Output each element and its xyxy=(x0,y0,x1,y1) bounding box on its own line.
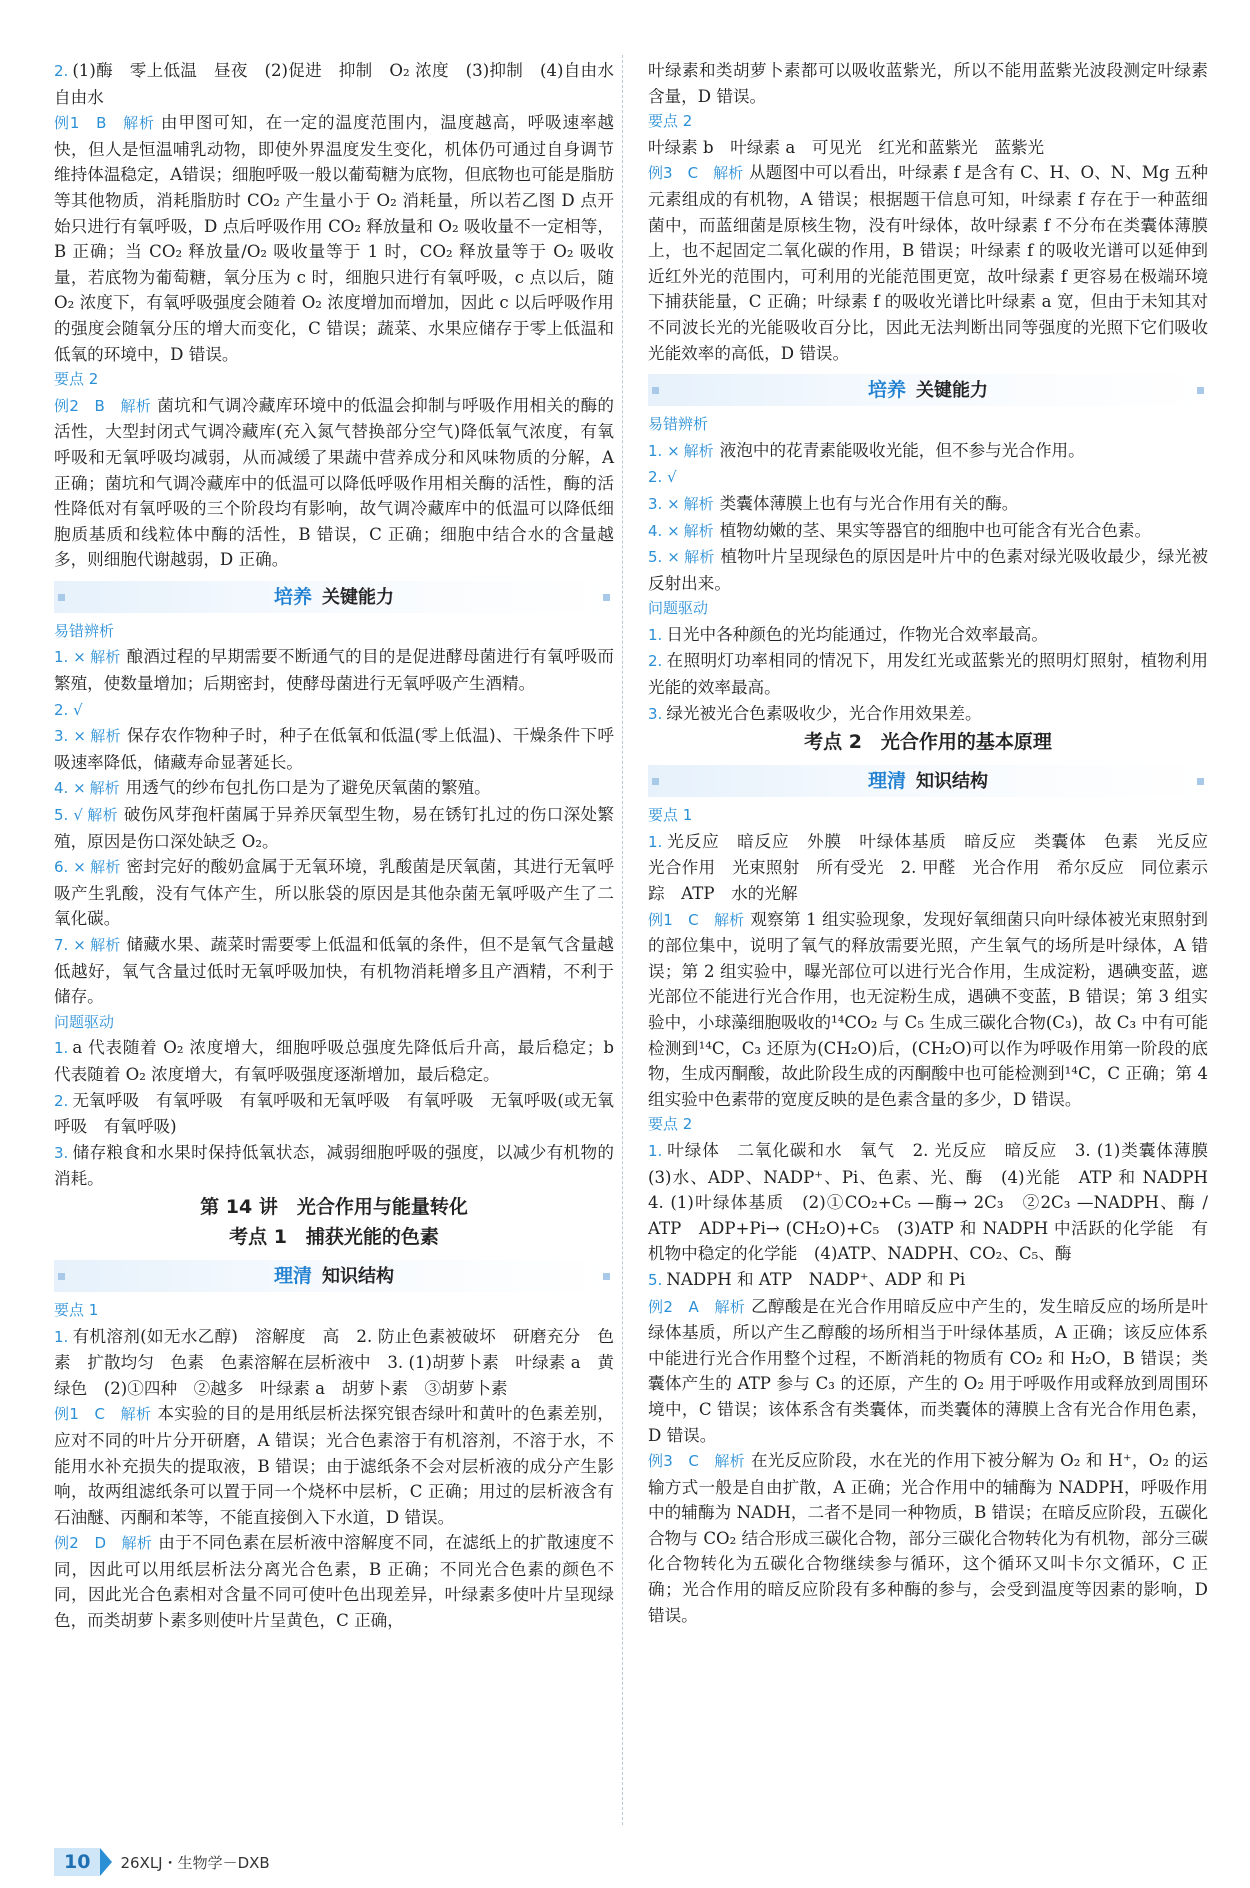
section-title: 考点 2 光合作用的基本原理 xyxy=(804,731,1052,754)
answer-item xyxy=(54,1401,614,1530)
item-text: 由于不同色素在层析液中溶解度不同，在滤纸上的扩散速度不同，因此可以用纸层析法分离光合色素，B 正确；不同光合色素的颜色不同，因此光合色素相对含量不同可使叶色出现差异，叶绿素多使叶片呈现绿色，而类胡萝卜素多则使叶片呈黄色，C 正确， xyxy=(54,1533,614,1631)
item-tag: 解析 xyxy=(683,548,715,567)
item-text: 储藏水果、蔬菜时需要零上低温和低氧的条件，但不是氧气含量越低越好，氧气含量过低时无氧呼吸加快，有机物消耗增多且产酒精，不利于储存。 xyxy=(54,935,614,1007)
answer-item xyxy=(648,829,1225,907)
item-number: 1. × xyxy=(648,441,680,460)
answer-item xyxy=(648,907,1208,1113)
arrow-right-icon xyxy=(100,1848,112,1876)
item-text: 叶绿体 二氧化碳和水 氧气 2. 光反应 暗反应 3. (1)类囊体薄膜 (3)水、ADP、NADP⁺、Pi、色素、光、酶 (4)光能 ATP 和 NADPH 4. (1)叶绿体基质 (2)①CO₂+C₅ —酶→ 2C₃ ②2C₃ —NADPH、酶 / ATP ADP+Pi→ (CH₂O)+C₅ (3)ATP 和 NADPH 中活跃的化学能 有机物中稳定的化学能 (4)ATP、NADPH、CO₂、C₅、酶 xyxy=(648,1140,1225,1264)
item-text: 菌坑和气调冷藏库环境中的低温会抑制与呼吸作用相关的酶的活性，大型封闭式气调冷藏库(充入氮气替换部分空气)降低氧气浓度，有氧呼吸和无氧呼吸均减弱，从而减缓了果蔬中营养成分和风味物质的分解，A 正确；菌坑和气调冷藏库中的低温可以降低呼吸作用相关酶的活性，酶的活性降低对有氧呼吸的三个阶段均有影响，故气调冷藏库中的低温可以降低细胞质基质和线粒体中酶的活性，B 错误，C 正确；细胞中结合水的含量越多，则细胞代谢越弱，D 正确。 xyxy=(54,395,614,570)
item-tag: 例3 C 解析 xyxy=(648,164,744,183)
answer-item xyxy=(648,491,1208,518)
item-number: 2. xyxy=(648,652,663,671)
answer-item xyxy=(648,58,1208,109)
item-number: 5. √ xyxy=(54,806,83,825)
column-divider xyxy=(622,55,623,1825)
item-number: 1. × xyxy=(54,648,86,667)
item-text: 储存粮食和水果时保持低氧状态，减弱细胞呼吸的强度，以减少有机物的消耗。 xyxy=(54,1142,614,1189)
item-number: 2. √ xyxy=(648,468,677,487)
item-text: 乙醇酸是在光合作用暗反应中产生的，发生暗反应的场所是叶绿体基质，所以产生乙醇酸的场所相当于叶绿体基质，A 正确；该反应体系中能进行光合作用整个过程，不断消耗的物质有 CO₂ 和 H₂O，B 错误；类囊体产生的 ATP 参与 C₃ 的还原，产生的 O₂ 用于呼吸作用或释放到周围环境中，C 错误；该体系含有类囊体，而类囊体的薄膜上含有光合作用色素，D 错误。 xyxy=(648,1296,1208,1445)
answer-item xyxy=(648,438,1208,465)
item-text: 光反应 暗反应 外膜 叶绿体基质 暗反应 类囊体 色素 光反应 光合作用 光束照射 所有受光 2. 甲醛 光合作用 希尔反应 同位素示踪 ATP 水的光解 xyxy=(648,831,1225,904)
answer-item xyxy=(648,1138,1225,1267)
item-text: 破伤风芽孢杆菌属于异养厌氧型生物，易在锈钉扎过的伤口深处繁殖，原因是伤口深处缺乏 O₂。 xyxy=(54,805,614,851)
item-number: 2. √ xyxy=(54,700,83,719)
item-number: 6. × xyxy=(54,858,86,877)
item-text: 由甲图可知，在一定的温度范围内，温度越高，呼吸速率越快，但人是恒温哺乳动物，即使外界温度发生变化，机体仍可通过自身调节维持体温稳定，A错误；细胞呼吸一般以葡萄糖为底物，但底物也可能是脂肪等其他物质，消耗脂肪时 CO₂ 产生量小于 O₂ 消耗量，所以若乙图 D 点开始只进行有氧呼吸，D 点后呼吸作用 CO₂ 释放量和 O₂ 吸收量不一定相等，B 正确；当 CO₂ 释放量/O₂ 吸收量等于 1 时，CO₂ 释放量等于 O₂ 吸收量，若底物为葡萄糖，氧分压为 c 时，细胞只进行有氧呼吸，c 点以后，随 O₂ 浓度下，有氧呼吸强度会随着 O₂ 浓度增加而增加，因此 c 以后呼吸作用的强度会随氧分压的增大而变化，C 错误；蔬菜、水果应储存于零上低温和低氧的环境中，D 错误。 xyxy=(54,113,614,364)
item-tag: 例2 A 解析 xyxy=(648,1297,746,1316)
section-banner xyxy=(648,765,1208,797)
item-text: 密封完好的酸奶盒属于无氧环境，乳酸菌是厌氧菌，其进行无氧呼吸产生乳酸，没有气体产生，所以胀袋的原因是其他杂菌无氧呼吸产生了二氧化碳。 xyxy=(54,857,614,929)
banner-keyword: 理清 xyxy=(867,770,906,793)
subsection-label: 易错辨析 xyxy=(54,621,115,640)
item-number: 4. × xyxy=(648,521,680,540)
item-tag: 解析 xyxy=(683,441,714,460)
item-number: 1. xyxy=(648,625,663,644)
subsection-label: 易错辨析 xyxy=(648,415,709,434)
answer-item xyxy=(54,697,614,724)
answer-item xyxy=(54,1088,614,1140)
answer-item xyxy=(648,648,1208,700)
answer-item xyxy=(648,544,1208,596)
square-icon xyxy=(1197,778,1204,785)
square-icon xyxy=(58,594,65,601)
square-icon xyxy=(603,1273,610,1280)
item-text: 植物叶片呈现绿色的原因是叶片中的色素对绿光吸收最少，绿光被反射出来。 xyxy=(648,547,1208,593)
item-tag: 例2 B 解析 xyxy=(54,396,152,415)
item-text: 日光中各种颜色的光均能通过，作物光合效率最高。 xyxy=(666,624,1048,644)
answer-item xyxy=(54,723,614,775)
item-text: 保存农作物种子时，种子在低氧和低温(零上低温)、干燥条件下呼吸速率降低，储藏寿命显著延长。 xyxy=(54,726,614,772)
answer-item xyxy=(648,622,1208,649)
square-icon xyxy=(1197,387,1204,394)
answer-item xyxy=(54,854,614,932)
answer-item xyxy=(54,644,614,696)
item-text: 植物幼嫩的茎、果实等器官的细胞中也可能含有光合色素。 xyxy=(719,520,1152,540)
item-number: 2. xyxy=(54,62,69,80)
section-title: 第 14 讲 光合作用与能量转化 xyxy=(200,1195,468,1218)
section-banner xyxy=(648,374,1208,406)
subsection-label: 要点 2 xyxy=(648,112,693,131)
item-tag: 解析 xyxy=(683,494,714,513)
page-footer xyxy=(54,1848,270,1876)
item-text: 本实验的目的是用纸层析法探究银杏绿叶和黄叶的色素差别，应对不同的叶片分开研磨，A 错误；光合色素溶于有机溶剂，不溶于水，不能用水补充损失的提取液，B 错误；由于滤纸条不会对层析液的成分产生影响，故两组滤纸条可以置于同一个烧杯中层析，C 正确；用过的层析液含有石油醚、丙酮和苯等，不能直接倒入下水道，D 错误。 xyxy=(54,1404,614,1527)
page-number: 10 xyxy=(54,1848,100,1876)
section-title: 考点 1 捕获光能的色素 xyxy=(229,1225,439,1248)
item-text: 叶绿素 b 叶绿素 a 可见光 红光和蓝紫光 蓝紫光 xyxy=(648,137,1045,157)
item-number: 3. xyxy=(54,1143,69,1162)
banner-keyword: 培养 xyxy=(273,585,312,608)
answer-item xyxy=(648,518,1208,545)
item-text: 液泡中的花青素能吸收光能，但不参与光合作用。 xyxy=(719,440,1085,460)
item-tag: 例1 C 解析 xyxy=(648,910,745,929)
item-number: 1. xyxy=(54,1327,69,1346)
banner-heading: 知识结构 xyxy=(322,1265,394,1287)
answer-item xyxy=(54,775,614,802)
subsection-label: 要点 1 xyxy=(648,806,693,825)
item-tag: 例1 B 解析 xyxy=(54,114,155,133)
item-text: 在光反应阶段，水在光的作用下被分解为 O₂ 和 H⁺，O₂ 的运输方式一般是自由扩散，A 正确；光合作用中的辅酶为 NADPH，呼吸作用中的辅酶为 NADH，二者不是同一种物质，B 错误；在暗反应阶段，五碳化合物与 CO₂ 结合形成三碳化合物，部分三碳化合物转化为有机物，部分三碳化合物转化为五碳化合物继续参与循环，这个循环又叫卡尔文循环，C 正确；光合作用的暗反应阶段有多种酶的参与，会受到温度等因素的影响，D 错误。 xyxy=(648,1451,1208,1625)
item-number: 2. xyxy=(54,1091,69,1110)
square-icon xyxy=(603,594,610,601)
answer-item xyxy=(54,58,631,110)
item-text: 用透气的纱布包扎伤口是为了避免厌氧菌的繁殖。 xyxy=(125,778,491,798)
answer-item xyxy=(54,1140,614,1192)
answer-item xyxy=(648,1267,1208,1294)
item-text: NADPH 和 ATP NADP⁺、ADP 和 Pi xyxy=(666,1269,966,1289)
item-text: a 代表随着 O₂ 浓度增大，细胞呼吸总强度先降低后升高，最后稳定；b 代表随着 O₂ 浓度增大，有氧呼吸强度逐渐增加，最后稳定。 xyxy=(54,1038,614,1084)
answer-item xyxy=(648,1448,1208,1628)
banner-heading: 关键能力 xyxy=(916,380,988,402)
answer-item xyxy=(54,932,614,1010)
square-icon xyxy=(652,387,659,394)
item-tag: 解析 xyxy=(86,806,118,825)
item-text: 叶绿素和类胡萝卜素都可以吸收蓝紫光，所以不能用蓝紫光波段测定叶绿素含量，D 错误。 xyxy=(648,61,1208,106)
answer-item xyxy=(54,802,614,854)
item-text: 从题图中可以看出，叶绿素 f 是含有 C、H、O、N、Mg 五种元素组成的有机物，A 错误；根据题干信息可知，叶绿素 f 存在于一种蓝细菌中，而蓝细菌是原核生物，没有叶绿体，故叶绿素 f 不分布在类囊体薄膜上，也不起固定二氧化碳的作用，B 错误；叶绿素 f 的吸收光谱可以延伸到近红外光的范围内，可利用的光能范围更宽，故叶绿素 f 更容易在极端环境下捕获能量，C 正确；叶绿素 f 的吸收光谱比叶绿素 a 宽，但由于未知其对不同波长光的光能吸收百分比，因此无法判断出同等强度的光照下它们吸收光能效率的高低，D 错误。 xyxy=(648,163,1208,363)
answer-item xyxy=(54,110,614,367)
item-text: 类囊体薄膜上也有与光合作用有关的酶。 xyxy=(719,493,1019,513)
item-number: 4. × xyxy=(54,779,86,798)
item-text: 在照明灯功率相同的情况下，用发红光或蓝紫光的照明灯照射，植物利用光能的效率最高。 xyxy=(648,651,1208,698)
section-banner xyxy=(54,1260,614,1292)
answer-item xyxy=(54,393,614,573)
item-number: 1. xyxy=(648,832,663,851)
answer-item xyxy=(54,1035,614,1087)
item-text: (1)酶 零上低温 昼夜 (2)促进 抑制 O₂ 浓度 (3)抑制 (4)自由水 自由水 xyxy=(54,61,631,107)
subsection-label: 要点 2 xyxy=(648,1115,693,1134)
item-text: 观察第 1 组实验现象，发现好氧细菌只向叶绿体被光束照射到的部位集中，说明了氧气的释放需要光照，产生氧气的场所是叶绿体，A 错误；第 2 组实验中，曝光部位可以进行光合作用，生成淀粉，遇碘变蓝，遮光部位不能进行光合作用，也无淀粉生成，遇碘不变蓝，B 错误；第 3 组实验中，小球藻细胞吸收的¹⁴CO₂ 与 C₅ 生成三碳化合物(C₃)，故 C₃ 中有可能检测到¹⁴C，C₃ 还原为(CH₂O)后，(CH₂O)可以作为呼吸作用第一阶段的底物，生成丙酮酸，故此阶段生成的丙酮酸中也可能检测到¹⁴C，C 正确；第 4 组实验中色素带的宽度反映的是色素含量的多少，D 错误。 xyxy=(648,909,1208,1109)
banner-heading: 关键能力 xyxy=(322,586,394,608)
item-tag: 解析 xyxy=(89,858,121,877)
item-text: 无氧呼吸 有氧呼吸 有氧呼吸和无氧呼吸 有氧呼吸 无氧呼吸(或无氧呼吸 有氧呼吸) xyxy=(54,1090,614,1137)
item-tag: 解析 xyxy=(89,648,121,667)
answer-item xyxy=(54,1530,614,1633)
section-banner xyxy=(54,581,614,613)
item-tag: 例1 C 解析 xyxy=(54,1405,152,1424)
item-number: 5. xyxy=(648,1270,663,1289)
answer-item xyxy=(54,1324,614,1402)
item-tag: 例3 C 解析 xyxy=(648,1452,745,1471)
item-number: 5. × xyxy=(648,548,680,567)
item-number: 3. × xyxy=(648,494,680,513)
item-number: 1. xyxy=(648,1141,663,1160)
item-tag: 例2 D 解析 xyxy=(54,1534,153,1553)
item-text: 有机溶剂(如无水乙醇) 溶解度 高 2. 防止色素被破坏 研磨充分 色素 扩散均匀 色素 色素溶解在层析液中 3. (1)胡萝卜素 叶绿素 a 黄绿色 (2)①四种 ②越多 叶绿素 a 胡萝卜素 ③胡萝卜素 xyxy=(54,1326,614,1398)
subsection-label: 问题驱动 xyxy=(648,599,709,618)
subsection-label: 要点 1 xyxy=(54,1300,99,1319)
right-column xyxy=(648,58,1225,1628)
banner-keyword: 理清 xyxy=(273,1264,312,1287)
answer-item xyxy=(648,701,1208,728)
item-tag: 解析 xyxy=(683,521,714,540)
item-tag: 解析 xyxy=(89,727,121,746)
book-code: 26XLJ・生物学－DXB xyxy=(120,1853,270,1872)
item-number: 3. xyxy=(648,704,663,723)
item-tag: 解析 xyxy=(89,779,120,798)
square-icon xyxy=(58,1273,65,1280)
item-text: 酿酒过程的早期需要不断通气的目的是促进酵母菌进行有氧呼吸而繁殖，使数量增加；后期密封，使酵母菌进行无氧呼吸产生酒精。 xyxy=(54,647,614,694)
square-icon xyxy=(652,778,659,785)
subsection-label: 要点 2 xyxy=(54,370,99,389)
banner-heading: 知识结构 xyxy=(916,771,988,793)
answer-item xyxy=(648,135,1208,161)
left-column xyxy=(54,58,631,1634)
banner-keyword: 培养 xyxy=(867,379,906,402)
answer-item xyxy=(648,1294,1208,1449)
answer-item xyxy=(648,464,1208,491)
answer-item xyxy=(648,160,1208,366)
item-number: 3. × xyxy=(54,727,86,746)
subsection-label: 问题驱动 xyxy=(54,1012,115,1031)
item-tag: 解析 xyxy=(89,936,121,954)
item-text: 绿光被光合色素吸收少，光合作用效果差。 xyxy=(666,703,982,723)
item-number: 1. xyxy=(54,1039,69,1058)
item-number: 7. × xyxy=(54,936,86,954)
